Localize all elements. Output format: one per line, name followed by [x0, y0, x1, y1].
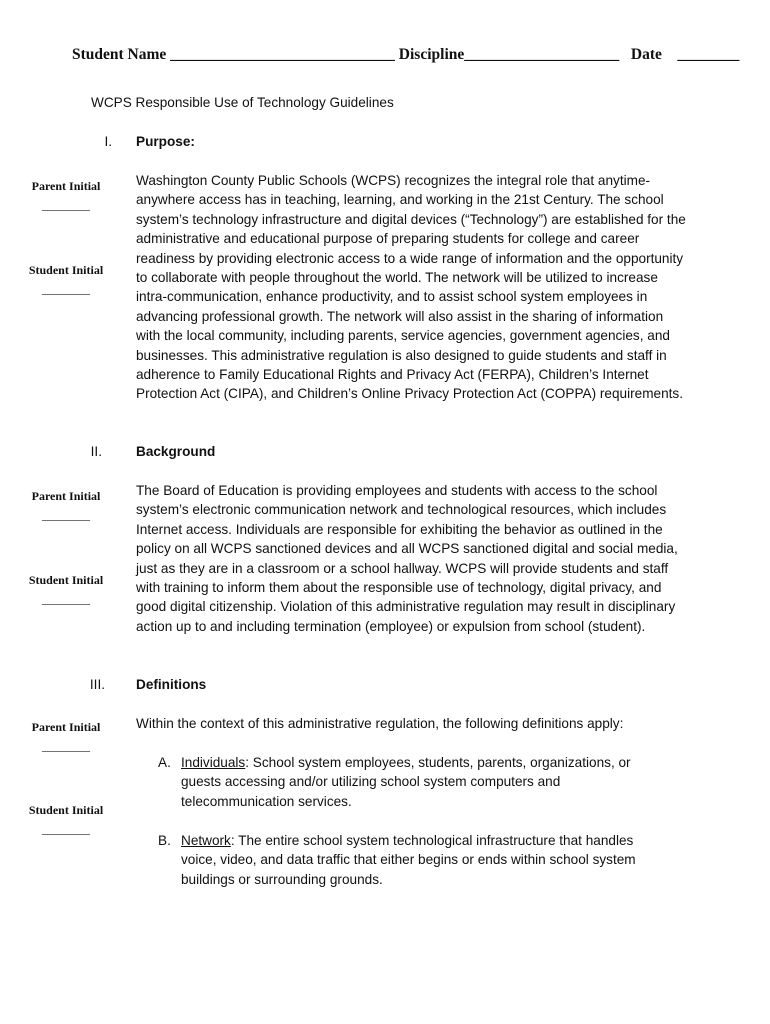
- student-initial-blank[interactable]: ________: [42, 822, 90, 836]
- definition-item: [158, 753, 658, 811]
- document-title: WCPS Responsible Use of Technology Guidelines: [91, 95, 394, 110]
- parent-initial-blank[interactable]: ________: [42, 739, 90, 753]
- parent-initial-label: Parent Initial: [31, 720, 101, 734]
- date-blank[interactable]: ________: [677, 46, 740, 63]
- form-header: [72, 46, 739, 64]
- section-number: I.: [104, 134, 112, 149]
- student-initial-label: Student Initial: [28, 263, 104, 277]
- section-number: III.: [89, 677, 105, 692]
- section-text: Washington County Public Schools (WCPS) recognizes the integral role that anytime-anywhere access has in teaching, learning, and working in the 21st Century. The school system’s technology infrastructure and digital devices (“Technology”) are established for the administrative and educational purpose of preparing students for college and career readiness by providing electronic access to a wide range of information and the opportunity to collaborate with people throughout the world. The network will be utilized to increase intra-communication, enhance productivity, and to assist school system employees in advancing professional growth. The network will also assist in the sharing of information with the local community, including parents, service agencies, government agencies, and businesses. This administrative regulation is also designed to guide students and staff in adherence to Family Educational Rights and Privacy Act (FERPA), Children’s Internet Protection Act (CIPA), and Children’s Online Privacy Protection Act (COPPA) requirements.: [136, 173, 686, 402]
- section-text: The Board of Education is providing employees and students with access to the school system’s electronic communication network and technological resources, which includes Internet access. Individuals are responsible for exhibiting the behavior as outlined in the policy on all WCPS sanctioned devices and all WCPS sanctioned digital and social media, just as they are in a classroom or a school hallway. WCPS will provide students and staff with training to inform them about the responsible use of technology, digital privacy, and good digital citizenship. Violation of this administrative regulation may result in disciplinary action up to and including termination (employee) or expulsion from school (student).: [136, 483, 678, 634]
- student-initial-blank[interactable]: ________: [42, 592, 90, 606]
- parent-initial-label: Parent Initial: [31, 489, 101, 503]
- definition-text: : School system employees, students, parents, organizations, or guests accessing and/or utilizing school system computers and telecommunication services.: [181, 755, 631, 809]
- definition-text: : The entire school system technological infrastructure that handles voice, video, and data traffic that either begins or ends within school system buildings or surrounding grounds.: [181, 833, 636, 887]
- section-title: Purpose:: [136, 134, 195, 149]
- parent-initial: [20, 720, 112, 754]
- section-title: Background: [136, 444, 216, 459]
- definition-term: Individuals: [181, 755, 246, 770]
- student-initial-blank[interactable]: ________: [42, 282, 90, 296]
- student-initial: [20, 263, 112, 297]
- section-title: Definitions: [136, 677, 207, 692]
- definition-marker: B.: [158, 833, 171, 848]
- parent-initial: [20, 179, 112, 213]
- parent-initial-blank[interactable]: ________: [42, 198, 90, 212]
- discipline-label: Discipline: [398, 46, 465, 63]
- date-label: Date: [630, 46, 662, 63]
- parent-initial-label: Parent Initial: [31, 179, 101, 193]
- student-name-blank[interactable]: _____________________________: [170, 46, 395, 63]
- student-initial: [20, 573, 112, 607]
- definition-term: Network: [181, 833, 231, 848]
- section-number: II.: [90, 444, 102, 459]
- discipline-blank[interactable]: ____________________: [464, 46, 620, 63]
- student-initial-label: Student Initial: [28, 573, 104, 587]
- section-text: Within the context of this administrative regulation, the following definitions apply:: [136, 716, 624, 731]
- parent-initial: [20, 489, 112, 523]
- student-initial-label: Student Initial: [28, 803, 104, 817]
- definition-item: [158, 831, 658, 889]
- student-name-label: Student Name: [72, 46, 167, 63]
- parent-initial-blank[interactable]: ________: [42, 508, 90, 522]
- definition-marker: A.: [158, 755, 171, 770]
- student-initial: [20, 803, 112, 837]
